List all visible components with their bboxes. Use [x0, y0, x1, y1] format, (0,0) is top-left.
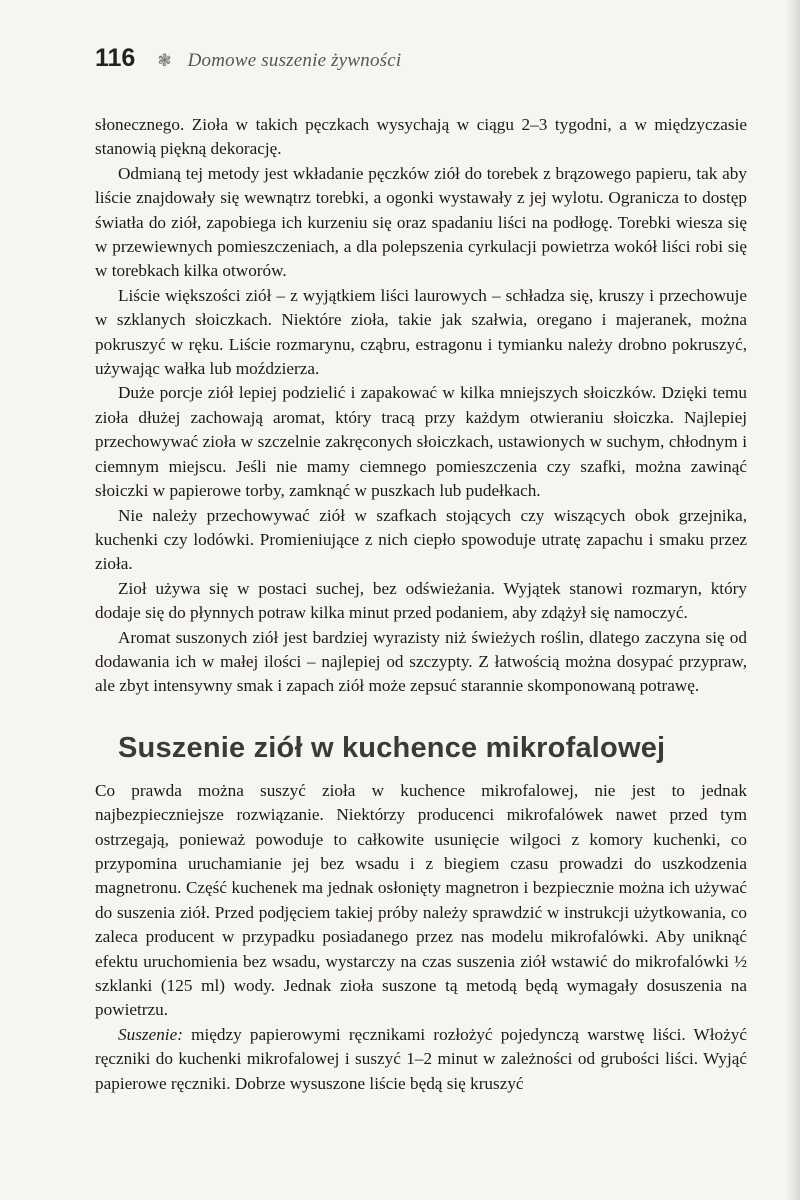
paragraph: Aromat suszonych ziół jest bardziej wyrazisty niż świeżych roślin, dlatego zaczyna się od dodawania ich w małej ilości – najlepiej od szczypty. Z łatwością można dosypać przypraw, ale zbyt intensywny smak i zapach ziół może zepsuć starannie skomponowaną potrawę.	[95, 627, 747, 696]
drying-instructions	[95, 1023, 747, 1096]
paragraph: Odmianą tej metody jest wkładanie pęczków ziół do torebek z brązowego papieru, tak aby liście znajdowały się wewnątrz torebki, a ogonki wystawały z jej wylotu. Ogranicza to dostęp światła do ziół, zapobiega ich kurzeniu się oraz spadaniu liści na podłogę. Torebki wiesza się w przewiewnych pomieszczeniach, a dla polepszenia cyrkulacji powietrza wokół liści robi się w torebkach kilka otworów.	[95, 163, 747, 281]
paragraph: Co prawda można suszyć zioła w kuchence mikrofalowej, nie jest to jednak najbezpieczniejsze rozwiązanie. Niektórzy producenci mikrofalówek nawet przed tym ostrzegają, ponieważ powoduje to całkowite usunięcie wilgoci z komory kuchenki, co przypomina uruchamianie jej bez wsadu i z biegiem czasu prowadzi do uszkodzenia magnetronu. Część kuchenek ma jednak osłonięty magnetron i bezpiecznie można ich używać do suszenia ziół. Przed podjęciem takiej próby należy sprawdzić w instrukcji użytkowania, co zaleca producent w przypadku posiadanego przez nas modelu mikrofalówki. Aby uniknąć efektu uruchomienia bez wsadu, wystarczy na czas suszenia ziół wstawić do mikrofalówki ½ szklanki (125 ml) wody. Jednak zioła suszone tą metodą będą wymagały dosuszenia na powietrzu.	[95, 780, 747, 1020]
page-edge-shadow	[786, 0, 800, 1200]
section-heading: Suszenie ziół w kuchence mikrofalowej	[118, 731, 666, 764]
flower-ornament-icon: ❃	[157, 51, 172, 70]
running-header	[95, 44, 401, 73]
paragraph: Duże porcje ziół lepiej podzielić i zapakować w kilka mniejszych słoiczków. Dzięki temu zioła dłużej zachowają aromat, który tracą przy każdym otwieraniu słoiczka. Najlepiej przechowywać zioła w szczelnie zakręconych słoiczkach, ustawionych w suchym, chłodnym i ciemnym miejscu. Jeśli nie mamy ciemnego pomieszczenia czy szafki, można zawinąć słoiczki w papierowe torby, zamknąć w puszkach lub pudełkach.	[95, 383, 747, 501]
drying-term: Suszenie:	[118, 1024, 183, 1044]
paragraph: Liście większości ziół – z wyjątkiem liści laurowych – schładza się, kruszy i przechowuje w szklanych słoiczkach. Niektóre zioła, takie jak szałwia, oregano i majeranek, można pokruszyć w ręku. Liście rozmarynu, cząbru, estragonu i tymianku należy drobno pokruszyć, używając wałka lub moździerza.	[95, 285, 747, 379]
paragraph: słonecznego. Zioła w takich pęczkach wysychają w ciągu 2–3 tygodni, a w międzyczasie stanowią piękną dekorację.	[95, 115, 747, 159]
paragraph: Nie należy przechowywać ziół w szafkach stojących czy wiszących obok grzejnika, kuchenki czy lodówki. Promieniujące z nich ciepło spowoduje utratę zapachu i smaku przez zioła.	[95, 505, 747, 574]
drying-text: między papierowymi ręcznikami rozłożyć pojedynczą warstwę liści. Włożyć ręczniki do kuchenki mikrofalowej i suszyć 1–2 minut w zależności od grubości liści. Wyjąć papierowe ręczniki. Dobrze wysuszone liście będą się kruszyć	[95, 1024, 747, 1093]
page-body	[95, 113, 747, 1096]
page-number: 116	[95, 44, 136, 72]
paragraph: Zioł używa się w postaci suchej, bez odświeżania. Wyjątek stanowi rozmaryn, który dodaje się do płynnych potraw kilka minut przed podaniem, aby zdążył się namoczyć.	[95, 578, 747, 623]
running-title: Domowe suszenie żywności	[187, 50, 402, 71]
